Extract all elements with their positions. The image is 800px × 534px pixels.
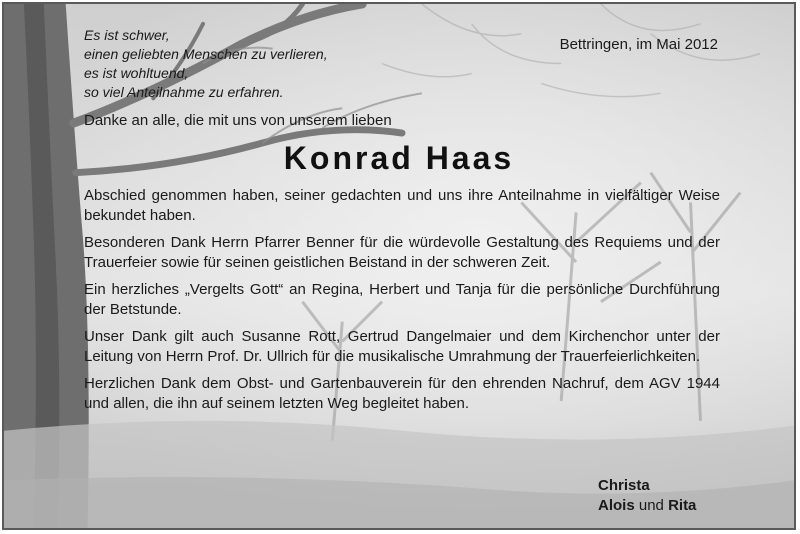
thanks-paragraph: Herzlichen Dank dem Obst- und Gartenbauverein für den ehrenden Nachruf, dem AGV 1944 und allen, die ihn auf seinem letzten Weg begleitet haben. xyxy=(84,375,720,412)
poem-line: es ist wohltuend, xyxy=(84,65,189,81)
signature-name: Rita xyxy=(668,497,697,514)
place-date: Bettringen, im Mai 2012 xyxy=(559,36,718,53)
poem xyxy=(84,26,328,102)
intro-text: Danke an alle, die mit uns von unserem lieben xyxy=(84,112,392,129)
signature-conjunction: und xyxy=(638,497,664,514)
thanks-paragraph: Unser Dank gilt auch Susanne Rott, Gertrud Dangelmaier und dem Kirchenchor unter der Leitung von Herrn Prof. Dr. Ullrich für die musikalische Umrahmung der Trauerfeierlichkeiten. xyxy=(84,328,720,365)
signature-name: Christa xyxy=(598,477,650,494)
thanks-body xyxy=(84,186,720,421)
deceased-name: Konrad Haas xyxy=(283,140,515,176)
signature-line-2 xyxy=(598,496,696,516)
thanks-paragraph: Besonderen Dank Herrn Pfarrer Benner für die würdevolle Gestaltung des Requiems und der Trauerfeier sowie für seinen geistlichen Beistand in der schweren Zeit. xyxy=(84,234,720,271)
thanks-paragraph: Ein herzliches „Vergelts Gott“ an Regina, Herbert und Tanja für die persönliche Durchführung der Betstunde. xyxy=(84,281,720,318)
poem-line: so viel Anteilnahme zu erfahren. xyxy=(84,84,284,100)
thanks-paragraph: Abschied genommen haben, seiner gedachten und uns ihre Anteilnahme in vielfältiger Weise bekundet haben. xyxy=(84,187,720,224)
poem-line: einen geliebten Menschen zu verlieren, xyxy=(84,46,328,62)
signature-line-1 xyxy=(598,476,696,496)
death-notice-card xyxy=(2,2,796,530)
signature xyxy=(598,476,696,516)
poem-line: Es ist schwer, xyxy=(84,27,170,43)
signature-name: Alois xyxy=(598,497,635,514)
